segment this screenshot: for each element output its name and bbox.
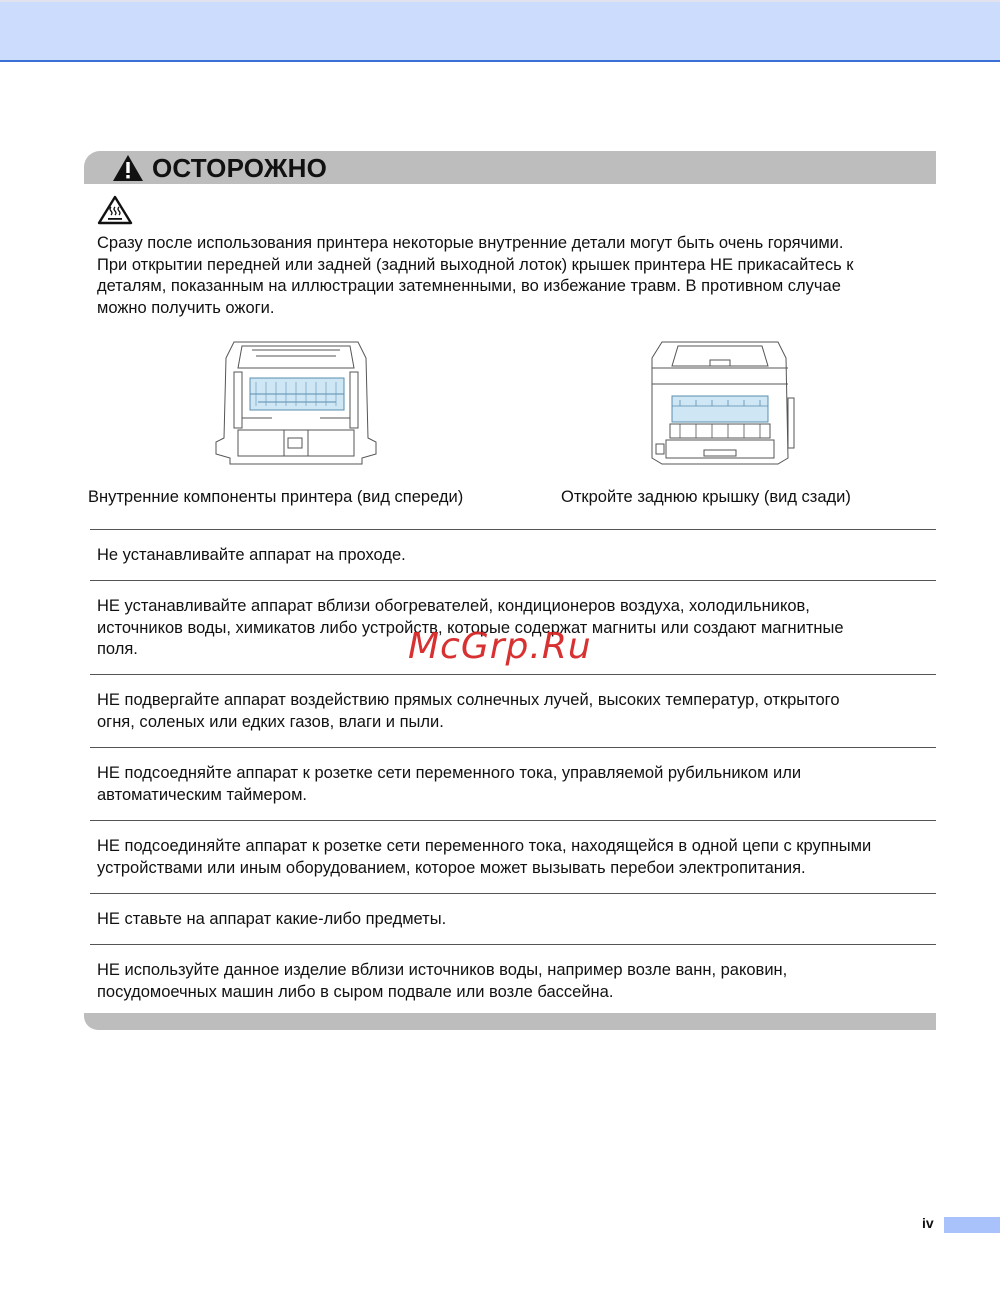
page-header-band <box>0 0 1000 62</box>
item-line: огня, соленых или едких газов, влаги и пыли. <box>97 712 444 731</box>
page-number: iv <box>922 1215 934 1231</box>
divider <box>90 580 936 581</box>
printer-front-illustration <box>212 338 380 468</box>
item-line: НЕ подсоединяйте аппарат к розетке сети переменного тока, находящейся в одной цепи с крупными <box>97 837 872 855</box>
caution-item <box>97 960 937 1003</box>
intro-line: деталям, показанным на иллюстрации затемненными, во избежание травм. В противном случае <box>97 277 841 295</box>
item-line: НЕ подсоедняйте аппарат к розетке сети переменного тока, управляемой рубильником или <box>97 764 802 782</box>
item-line: Не устанавливайте аппарат на проходе. <box>97 546 406 564</box>
page-tab-marker <box>944 1217 1000 1233</box>
caution-intro-text <box>97 233 937 319</box>
intro-line: При открытии передней или задней (задний выходной лоток) крышек принтера НЕ прикасайтесь к <box>97 255 854 274</box>
intro-line: Сразу после использования принтера некоторые внутренние детали могут быть очень горячими. <box>97 234 844 252</box>
item-line: НЕ ставьте на аппарат какие-либо предметы. <box>97 910 447 928</box>
item-line: устройствами или иным оборудованием, которое может вызывать перебои электропитания. <box>97 858 806 877</box>
item-line: поля. <box>97 640 138 658</box>
caution-footer-bar <box>84 1013 936 1030</box>
divider <box>90 820 936 821</box>
divider <box>90 674 936 675</box>
printer-rear-illustration <box>644 338 796 468</box>
warning-triangle-icon <box>112 154 144 182</box>
caution-header-bar <box>84 151 936 184</box>
watermark: McGrp.Ru <box>408 626 592 667</box>
caution-item <box>97 690 937 733</box>
item-line: посудомоечных машин либо в сыром подвале или возле бассейна. <box>97 982 614 1001</box>
item-line: автоматическим таймером. <box>97 785 308 804</box>
item-line: НЕ подвергайте аппарат воздействию прямых солнечных лучей, высоких температур, открытого <box>97 691 840 709</box>
divider <box>90 529 936 530</box>
item-line: НЕ используйте данное изделие вблизи источников воды, например возле ванн, раковин, <box>97 961 788 979</box>
figure-caption-rear: Откройте заднюю крышку (вид сзади) <box>561 488 851 506</box>
figure-caption-front: Внутренние компоненты принтера (вид спереди) <box>88 488 464 506</box>
intro-line: можно получить ожоги. <box>97 298 275 317</box>
caution-item <box>97 836 937 879</box>
caution-item <box>97 763 937 806</box>
divider <box>90 893 936 894</box>
caution-item <box>97 545 937 567</box>
caution-item <box>97 909 937 931</box>
divider <box>90 747 936 748</box>
hot-surface-icon <box>97 195 133 225</box>
divider <box>90 944 936 945</box>
item-line: НЕ устанавливайте аппарат вблизи обогревателей, кондиционеров воздуха, холодильников, <box>97 597 810 615</box>
item-line: источников воды, химикатов либо устройств, которые содержат магниты или создают магнитные <box>97 618 844 637</box>
caution-title: ОСТОРОЖНО <box>152 153 327 183</box>
